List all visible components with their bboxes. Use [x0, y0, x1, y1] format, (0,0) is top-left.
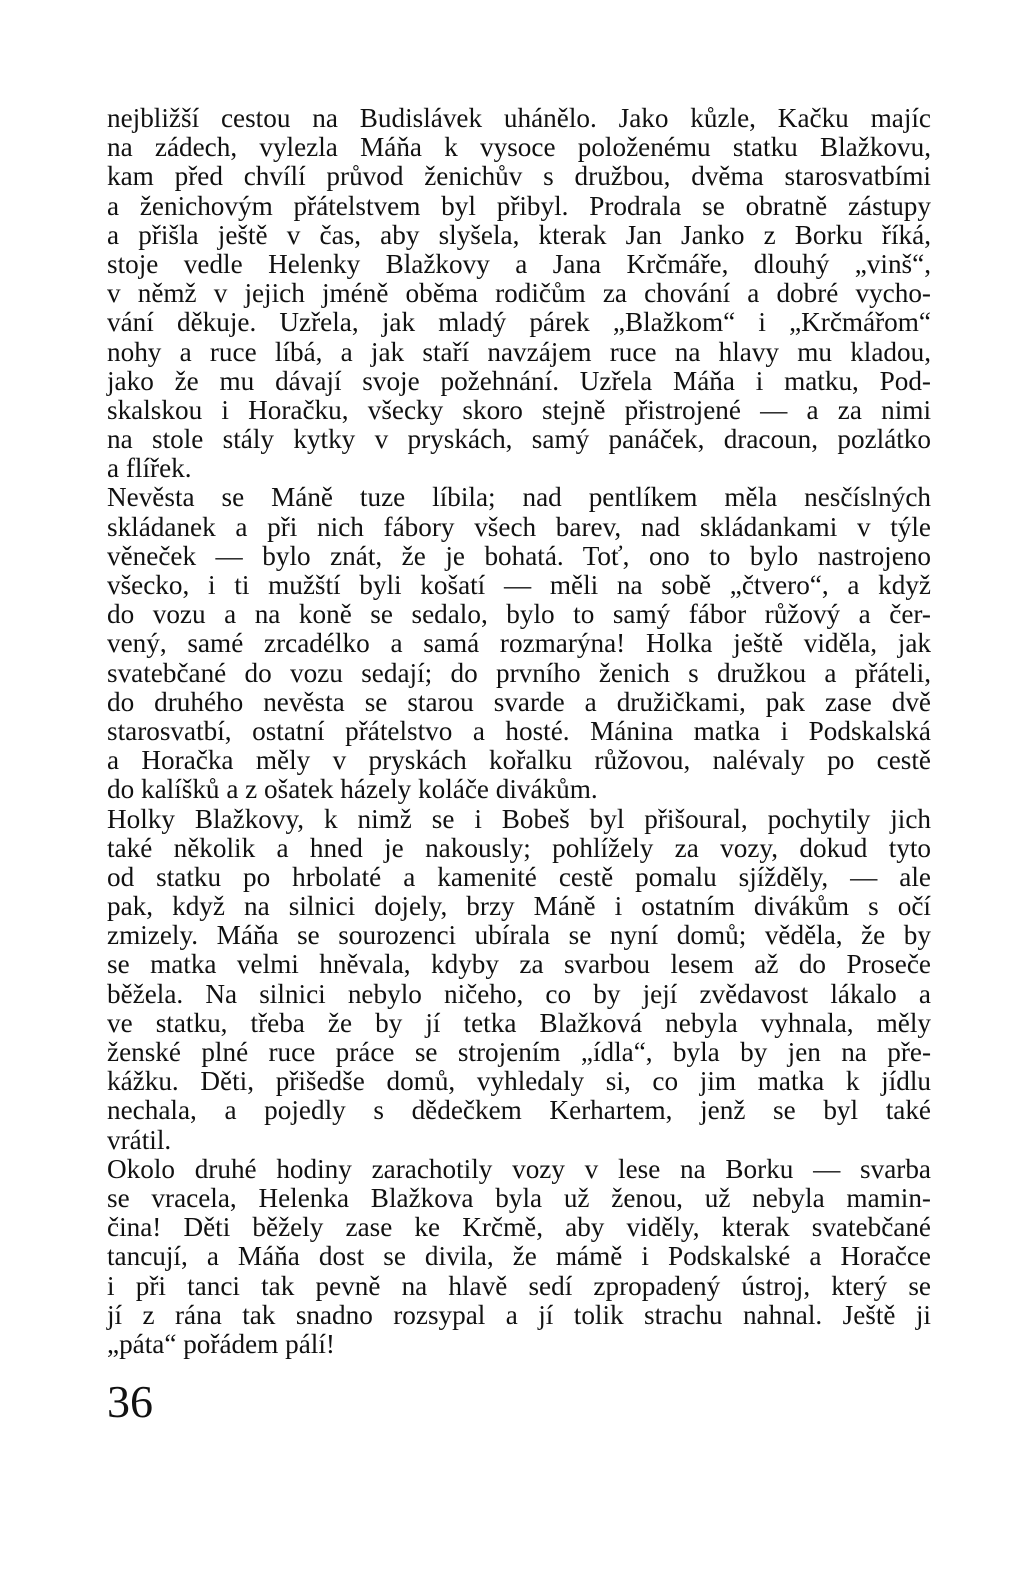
text-line: jí z rána tak snadno rozsypal a jí tolik strachu nahnal. Ještě ji [107, 1299, 931, 1330]
text-line: do kalíšků a z ošatek házely koláče divákům. [107, 774, 598, 805]
text-line: nechala, a pojedly s dědečkem Kerhartem, jenž se byl také [107, 1095, 931, 1126]
text-line: a ženichovým přátelstvem byl přibyl. Prodrala se obratně zástupy [107, 190, 931, 221]
text-line: a Horačka měly v pryskách kořalku růžovou, nalévaly po cestě [107, 745, 931, 776]
text-line: na zádech, vylezla Máňa k vysoce položenému statku Blažkovu, [107, 132, 931, 163]
text-line: i při tanci tak pevně na hlavě sedí zpropadený ústroj, který se [107, 1270, 931, 1301]
text-line: a flířek. [107, 453, 192, 484]
text-line: pak, když na silnici dojely, brzy Máně i ostatním divákům s očí [107, 891, 931, 922]
text-line: Holky Blažkovy, k nimž se i Bobeš byl přišoural, pochytily jich [107, 803, 931, 834]
text-line: tancují, a Máňa dost se divila, že mámě i Podskalské a Horačce [107, 1241, 931, 1272]
text-line: skalskou i Horačku, všecky skoro stejně přistrojené — a za nimi [107, 394, 931, 425]
text-line: se matka velmi hněvala, kdyby za svarbou lesem až do Proseče [107, 949, 931, 980]
text-line: do vozu a na koně se sedalo, bylo to samý fábor růžový a čer- [107, 599, 931, 630]
text-line: jako že mu dávají svoje požehnání. Uzřela Máňa i matku, Pod- [107, 365, 931, 396]
text-line: Okolo druhé hodiny zarachotily vozy v lese na Borku — svarba [107, 1153, 931, 1184]
page-number: 36 [107, 1376, 153, 1427]
paragraph-4 [107, 1155, 931, 1359]
text-line: nohy a ruce líbá, a jak staří navzájem ruce na hlavy mu kladou, [107, 336, 931, 367]
text-line: ve statku, třeba že by jí tetka Blažková nebyla vyhnala, měly [107, 1007, 931, 1038]
text-line: a přišla ještě v čas, aby slyšela, kterak Jan Janko z Borku říká, [107, 219, 931, 250]
text-line: vrátil. [107, 1124, 172, 1155]
text-line: vený, samé zrcadélko a samá rozmarýna! Holka ještě viděla, jak [107, 628, 931, 659]
text-line: vání děkuje. Uzřela, jak mladý párek „Blažkom“ i „Krčmářom“ [107, 307, 931, 338]
text-line: stoje vedle Helenky Blažkovy a Jana Krčmáře, dlouhý „vinš“, [107, 248, 931, 279]
text-line: nejbližší cestou na Budislávek uhánělo. Jako kůzle, Kačku majíc [107, 103, 931, 133]
page-body [107, 104, 931, 1359]
text-line: Nevěsta se Máně tuze líbila; nad pentlíkem měla nesčíslných [107, 482, 931, 513]
text-line: čina! Děti běžely zase ke Krčmě, aby viděly, kterak svatebčané [107, 1212, 931, 1243]
text-line: zmizely. Máňa se sourozenci ubírala se nyní domů; věděla, že by [107, 920, 931, 951]
text-line: běžela. Na silnici nebylo ničeho, co by její zvědavost lákalo a [107, 978, 931, 1009]
text-line: také několik a hned je nakously; pohlížely za vozy, dokud tyto [107, 832, 931, 863]
paragraph-3 [107, 805, 931, 1155]
text-line: od statku po hrbolaté a kamenité cestě pomalu sjížděly, — ale [107, 861, 931, 892]
text-line: starosvatbí, ostatní přátelstvo a hosté. Mánina matka i Podskalská [107, 715, 931, 746]
text-line: věneček — bylo znát, že je bohatá. Toť, ono to bylo nastrojeno [107, 540, 931, 571]
text-line: svatebčané do vozu sedají; do prvního ženich s družkou a přáteli, [107, 657, 931, 688]
text-line: kážku. Děti, přišedše domů, vyhledaly si, co jim matka k jídlu [107, 1066, 931, 1097]
text-line: ženské plné ruce práce se strojením „ídla“, byla by jen na pře- [107, 1037, 931, 1067]
text-line: „páta“ pořádem pálí! [107, 1328, 335, 1359]
paragraph-2 [107, 483, 931, 804]
paragraph-1 [107, 104, 931, 483]
text-line: do druhého nevěsta se starou svarde a družičkami, pak zase dvě [107, 686, 931, 717]
text-line: na stole stály kytky v pryskách, samý panáček, dracoun, pozlátko [107, 424, 931, 455]
text-line: se vracela, Helenka Blažkova byla už ženou, už nebyla mamin- [107, 1182, 931, 1213]
text-line: kam před chvílí průvod ženichův s družbou, dvěma starosvatbími [107, 161, 931, 192]
text-line: skládanek a při nich fábory všech barev, nad skládankami v týle [107, 511, 931, 542]
text-line: v němž v jejich jméně oběma rodičům za chování a dobré vycho- [107, 278, 931, 309]
text-line: všecko, i ti mužští byli košatí — měli na sobě „čtvero“, a když [107, 570, 931, 600]
